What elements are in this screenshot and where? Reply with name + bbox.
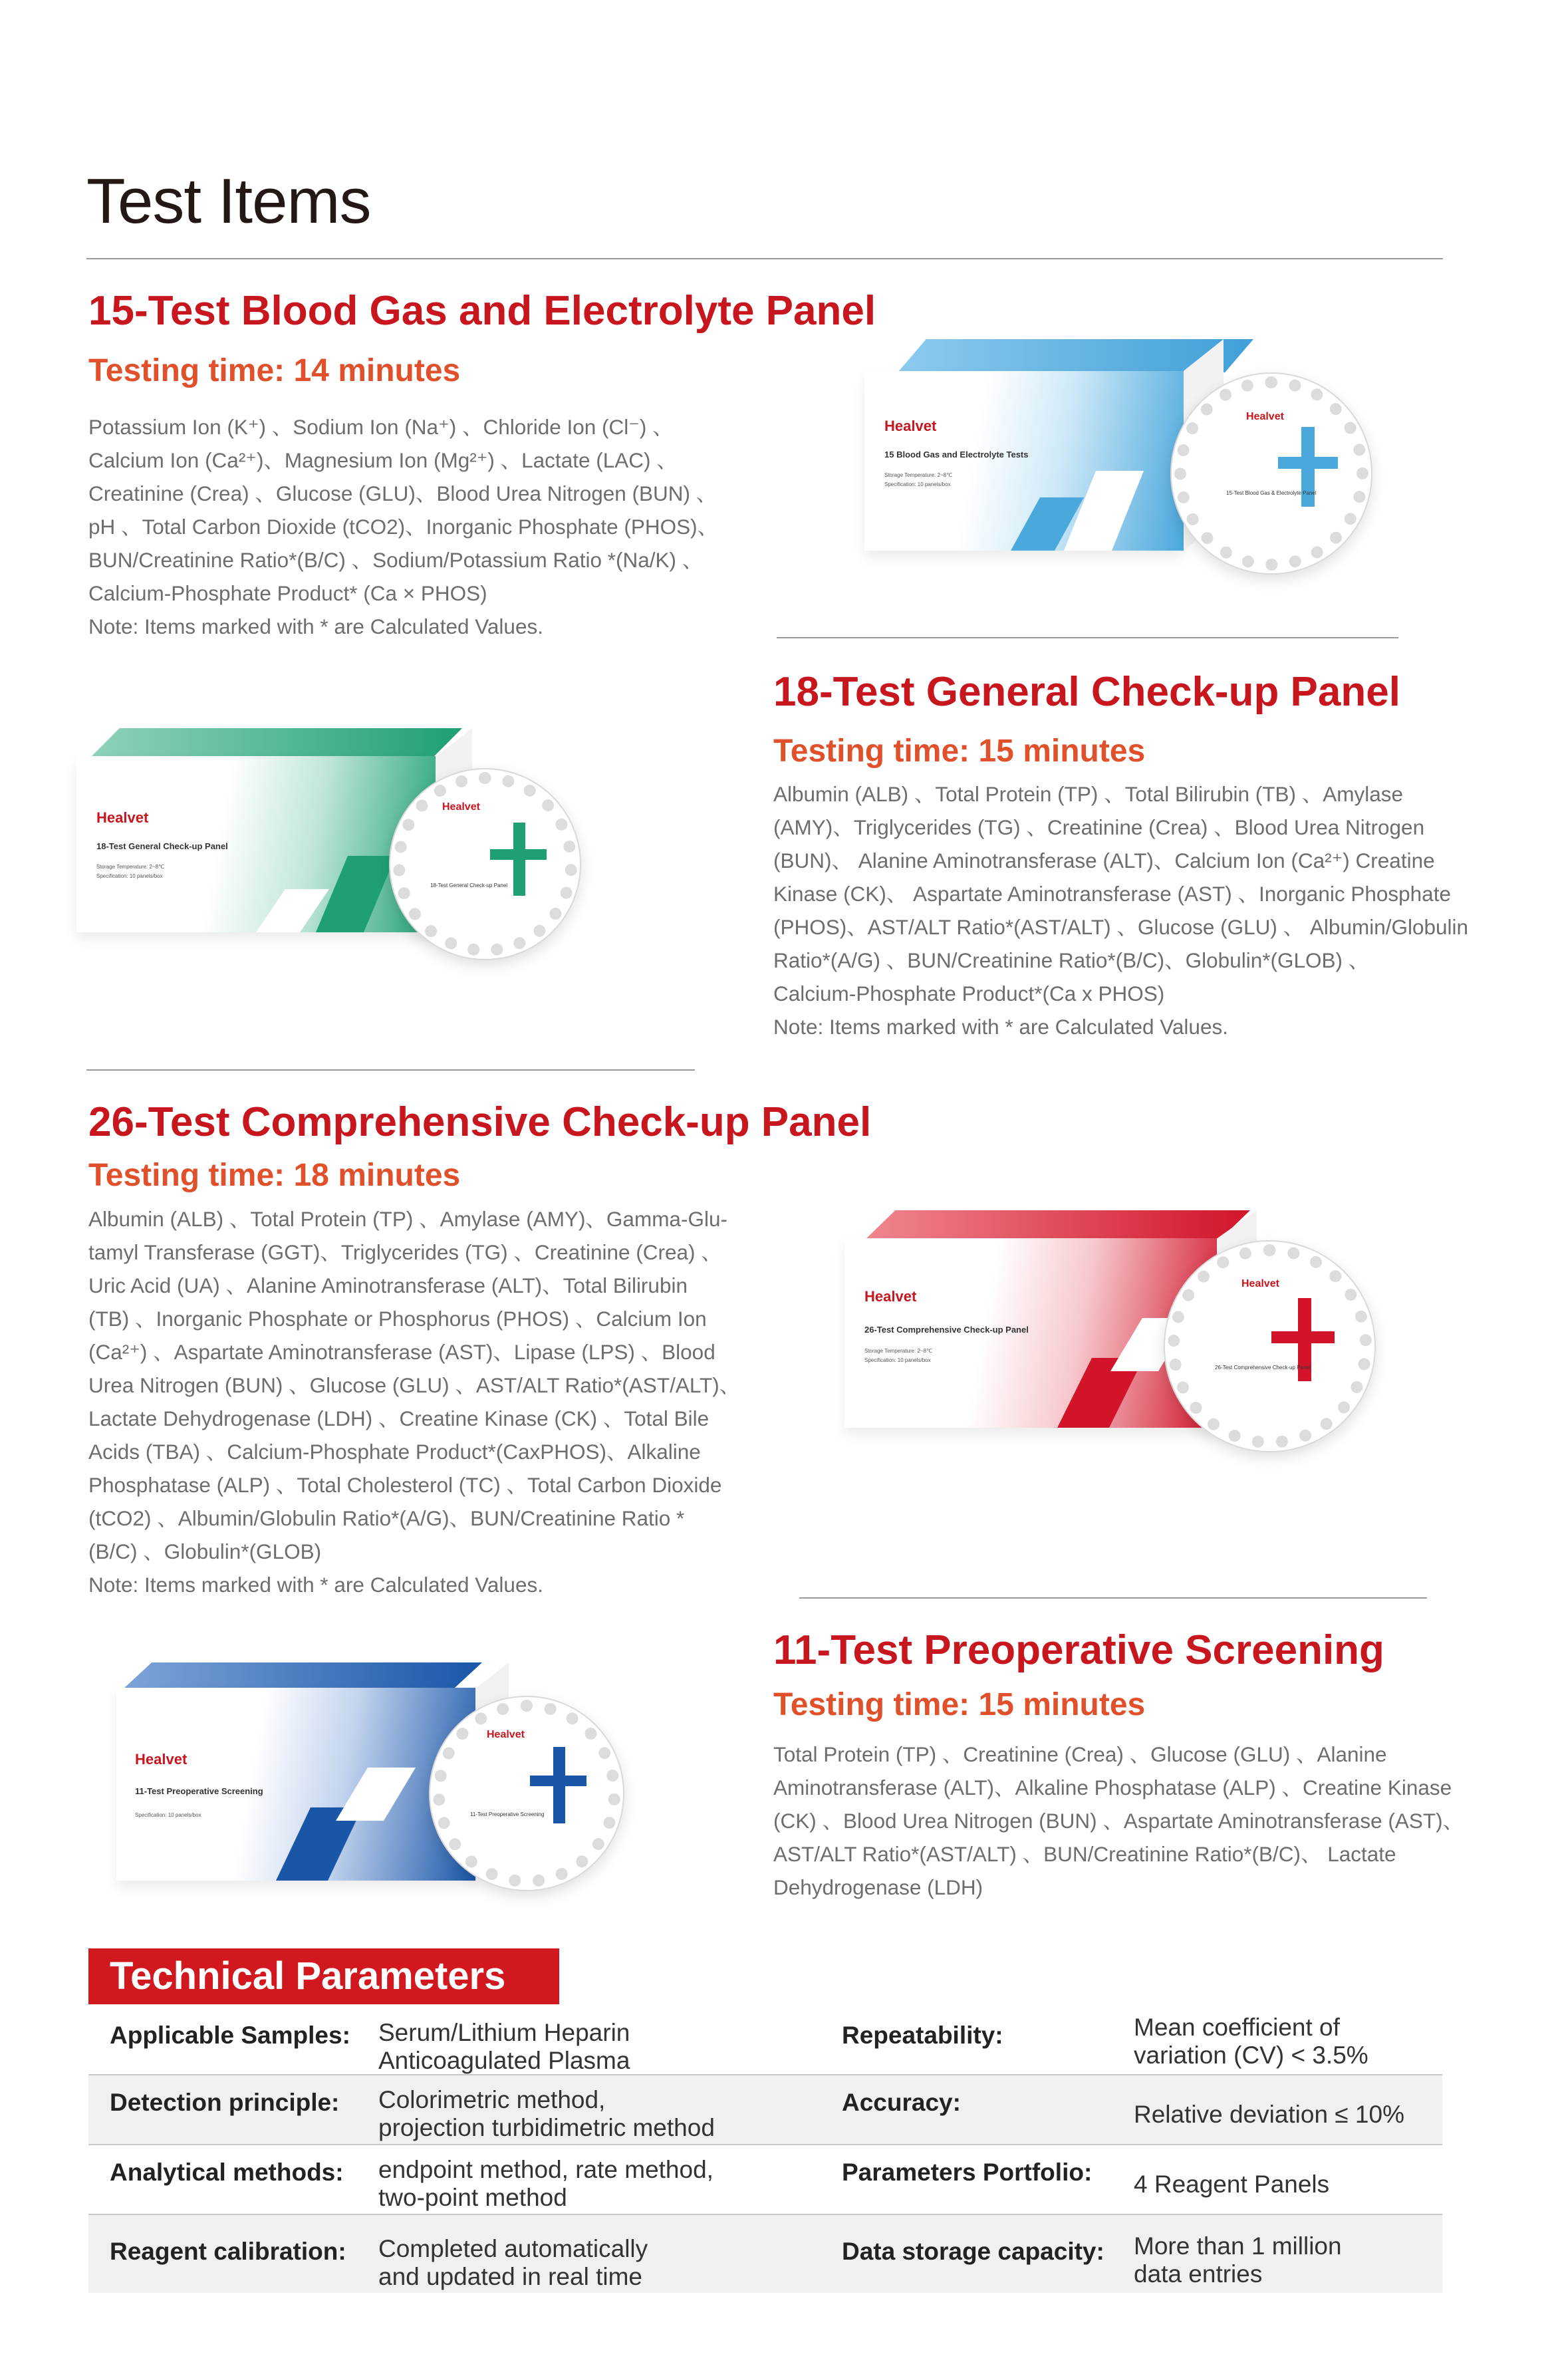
item-line: tamyl Transferase (GGT)、Triglycerides (TG) 、Creatinine (Crea) 、 [88, 1240, 722, 1264]
tp-value [1134, 2101, 1404, 2129]
item-line: Acids (TBA) 、Calcium-Phosphate Product*(CaxPHOS)、Alkaline [88, 1440, 701, 1464]
panel-4-product-image [116, 1662, 648, 1902]
disc-cross [1278, 457, 1338, 469]
section-divider [86, 1069, 695, 1071]
tp-value-line: Relative deviation ≤ 10% [1134, 2101, 1404, 2128]
tp-label: Detection principle: [110, 2089, 340, 2116]
disc-name: 11-Test Preoperative Screening [470, 1811, 545, 1817]
panel-4-title: 11-Test Preoperative Screening [773, 1627, 1384, 1673]
box-spec-line: Storage Temperature: 2~8℃ [864, 1348, 933, 1354]
box-gradient [864, 371, 1184, 551]
item-line: BUN/Creatinine Ratio*(B/C) 、Sodium/Potassium Ratio *(Na/K) 、 [88, 548, 704, 572]
panel-1-note: Note: Items marked with * are Calculated Values. [88, 614, 543, 638]
box-spec-line: Storage Temperature: 2~8℃ [884, 472, 953, 478]
item-line: Calcium-Phosphate Product*(Ca x PHOS) [773, 982, 1165, 1005]
panel-1-time: Testing time: 14 minutes [88, 353, 461, 388]
panel-1-items [88, 410, 820, 643]
box-spec-line: Specification: 10 panels/box [96, 873, 163, 879]
panel-4-items [773, 1738, 1531, 1904]
tp-value-line: 4 Reagent Panels [1134, 2171, 1330, 2198]
brand-logo: Healvet [884, 418, 937, 434]
box-top [864, 1210, 1250, 1240]
tp-value [378, 2086, 715, 2142]
section-divider [777, 637, 1398, 638]
tp-value [1134, 2232, 1342, 2288]
tp-label: Analytical methods: [110, 2159, 344, 2186]
brand-logo: Healvet [96, 809, 149, 826]
box-spec-line: Specification: 10 panels/box [135, 1812, 201, 1818]
tp-value [378, 2235, 648, 2291]
page-title: Test Items [86, 166, 371, 237]
box-spec [96, 862, 164, 881]
disc-ring [1174, 376, 1368, 571]
tp-value [378, 2156, 713, 2212]
panel-3-items [88, 1202, 820, 1601]
disc-cross [530, 1776, 586, 1786]
tp-value-line: Colorimetric method, [378, 2086, 606, 2113]
box-spec [884, 471, 952, 489]
disc-ring [433, 1700, 620, 1887]
box-spec-line: Specification: 10 panels/box [864, 1357, 931, 1363]
disc-brand-logo: Healvet [1246, 411, 1284, 422]
product-box [864, 371, 1184, 551]
product-box [76, 756, 436, 932]
disc-brand-logo: Healvet [1241, 1278, 1279, 1289]
tp-value-line: two-point method [378, 2184, 567, 2211]
tp-value [378, 2019, 630, 2075]
tp-value-line: Serum/Lithium Heparin [378, 2019, 630, 2046]
item-line: (B/C) 、Globulin*(GLOB) [88, 1539, 322, 1563]
tp-value-line: variation (CV) < 3.5% [1134, 2042, 1368, 2069]
tp-value-line: endpoint method, rate method, [378, 2156, 713, 2183]
panel-1-title: 15-Test Blood Gas and Electrolyte Panel [88, 288, 876, 334]
panel-3-note: Note: Items marked with * are Calculated Values. [88, 1573, 543, 1597]
tp-row [88, 2145, 1442, 2214]
item-line: (tCO2) 、Albumin/Globulin Ratio*(A/G)、BUN/Creatinine Ratio * [88, 1506, 685, 1530]
item-line: (PHOS)、AST/ALT Ratio*(AST/ALT) 、Glucose (GLU) 、 Albumin/Globulin [773, 915, 1469, 939]
disc-cross [1271, 1331, 1335, 1343]
item-line: AST/ALT Ratio*(AST/ALT) 、BUN/Creatinine Ratio*(B/C)、 Lactate [773, 1842, 1396, 1866]
disc-name: 15-Test Blood Gas & Electrolyte Panel [1226, 490, 1317, 496]
reagent-disc [1164, 1240, 1376, 1452]
panel-4-time: Testing time: 15 minutes [773, 1687, 1146, 1722]
section-divider [799, 1597, 1427, 1599]
box-name: 11-Test Preoperative Screening [135, 1786, 263, 1796]
box-spec [864, 1347, 932, 1365]
box-spec [135, 1811, 201, 1820]
disc-ring [393, 772, 577, 956]
tp-value-line: Anticoagulated Plasma [378, 2047, 630, 2074]
item-line: Lactate Dehydrogenase (LDH) 、Creatine Kinase (CK) 、Total Bile [88, 1406, 710, 1430]
brand-logo: Healvet [135, 1751, 188, 1768]
tp-value-line: and updated in real time [378, 2263, 642, 2290]
reagent-disc [1170, 372, 1372, 575]
panel-2-items [773, 777, 1531, 1043]
product-box [844, 1238, 1217, 1428]
item-line: Kinase (CK)、 Aspartate Aminotransferase (AST) 、Inorganic Phosphate [773, 882, 1451, 906]
item-line: pH 、Total Carbon Dioxide (tCO2)、Inorganic Phosphate (PHOS)、 [88, 515, 719, 539]
item-line: Phosphatase (ALP) 、Total Cholesterol (TC) 、Total Carbon Dioxide [88, 1473, 722, 1497]
tp-label: Data storage capacity: [842, 2238, 1104, 2265]
box-name: 18-Test General Check-up Panel [96, 841, 228, 851]
item-line: (AMY)、Triglycerides (TG) 、Creatinine (Crea) 、Blood Urea Nitrogen [773, 815, 1425, 839]
box-top [123, 1662, 482, 1689]
tp-value-line: projection turbidimetric method [378, 2114, 715, 2141]
panel-1-product-image [864, 339, 1443, 579]
reagent-disc [429, 1696, 624, 1891]
product-box [116, 1688, 475, 1881]
title-divider [86, 258, 1443, 259]
tp-label: Repeatability: [842, 2022, 1003, 2049]
brand-logo: Healvet [864, 1288, 917, 1305]
item-line: (BUN)、 Alanine Aminotransferase (ALT)、Calcium Ion (Ca²⁺) Creatine [773, 849, 1435, 872]
tp-row [88, 2215, 1442, 2293]
tp-label: Reagent calibration: [110, 2238, 346, 2265]
tp-label: Applicable Samples: [110, 2022, 350, 2049]
tp-value-line: data entries [1134, 2260, 1263, 2288]
item-line: Creatinine (Crea) 、Glucose (GLU)、Blood Urea Nitrogen (BUN) 、 [88, 481, 717, 505]
item-line: (TB) 、Inorganic Phosphate or Phosphorus (PHOS) 、Calcium Ion [88, 1307, 707, 1331]
item-line: (CK) 、Blood Urea Nitrogen (BUN) 、Aspartate Aminotransferase (AST)、 [773, 1809, 1464, 1833]
disc-name: 26-Test Comprehensive Check-up Panel [1215, 1365, 1311, 1371]
panel-3-time: Testing time: 18 minutes [88, 1158, 461, 1193]
box-name: 26-Test Comprehensive Check-up Panel [864, 1325, 1029, 1335]
item-line: Calcium Ion (Ca²⁺)、Magnesium Ion (Mg²⁺) 、Lactate (LAC) 、 [88, 448, 678, 472]
tp-value [1134, 2014, 1368, 2069]
item-line: Albumin (ALB) 、Total Protein (TP) 、Total Bilirubin (TB) 、Amylase [773, 782, 1404, 806]
box-spec-line: Storage Temperature: 2~8℃ [96, 864, 165, 870]
disc-brand-logo: Healvet [487, 1729, 525, 1740]
item-line: (Ca²⁺) 、Aspartate Aminotransferase (AST)、Lipase (LPS) 、Blood [88, 1340, 715, 1364]
tp-value-line: Completed automatically [378, 2235, 648, 2262]
reagent-disc [389, 768, 581, 960]
disc-cross [490, 849, 547, 860]
tp-value [1134, 2171, 1329, 2198]
item-line: Aminotransferase (ALT)、Alkaline Phosphatase (ALP) 、Creatine Kinase [773, 1776, 1452, 1799]
disc-ring [1168, 1244, 1372, 1448]
panel-2-note: Note: Items marked with * are Calculated Values. [773, 1015, 1228, 1039]
item-line: Albumin (ALB) 、Total Protein (TP) 、Amylase (AMY)、Gamma-Glu- [88, 1207, 727, 1231]
box-name: 15 Blood Gas and Electrolyte Tests [884, 450, 1029, 460]
panel-3-product-image [844, 1210, 1423, 1456]
tp-row [88, 2004, 1442, 2074]
technical-parameters-heading: Technical Parameters [88, 1948, 559, 2004]
item-line: Ratio*(A/G) 、BUN/Creatinine Ratio*(B/C)、Globulin*(GLOB) 、 [773, 948, 1370, 972]
panel-2-time: Testing time: 15 minutes [773, 733, 1146, 769]
tp-value-line: Mean coefficient of [1134, 2014, 1340, 2041]
tp-label: Parameters Portfolio: [842, 2159, 1093, 2186]
box-spec-line: Specification: 10 panels/box [884, 481, 951, 487]
panel-2-product-image [76, 728, 595, 968]
item-line: Calcium-Phosphate Product* (Ca × PHOS) [88, 581, 487, 605]
panel-2-title: 18-Test General Check-up Panel [773, 669, 1400, 715]
box-top [90, 728, 462, 758]
item-line: Total Protein (TP) 、Creatinine (Crea) 、Glucose (GLU) 、Alanine [773, 1742, 1387, 1766]
panel-3-title: 26-Test Comprehensive Check-up Panel [88, 1099, 872, 1145]
tp-row [88, 2075, 1442, 2144]
item-line: Potassium Ion (K⁺) 、Sodium Ion (Na⁺) 、Chloride Ion (Cl⁻) 、 [88, 415, 674, 439]
item-line: Urea Nitrogen (BUN) 、Glucose (GLU) 、AST/ALT Ratio*(AST/ALT)、 [88, 1373, 741, 1397]
tp-value-line: More than 1 million [1134, 2232, 1342, 2260]
item-line: Dehydrogenase (LDH) [773, 1875, 983, 1899]
tp-label: Accuracy: [842, 2089, 961, 2116]
disc-brand-logo: Healvet [442, 801, 480, 813]
item-line: Uric Acid (UA) 、Alanine Aminotransferase (ALT)、Total Bilirubin [88, 1273, 688, 1297]
disc-name: 18-Test General Check-up Panel [430, 882, 508, 888]
